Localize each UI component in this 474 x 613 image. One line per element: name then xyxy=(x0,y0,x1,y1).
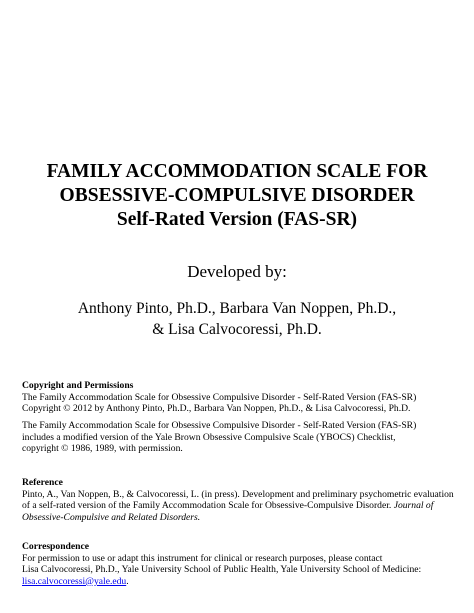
journal-name-start: Journal of xyxy=(393,500,434,512)
correspondence-heading: Correspondence xyxy=(22,541,89,552)
journal-name-end: Obsessive-Compulsive and Related Disorders. xyxy=(22,511,201,523)
copyright-section xyxy=(22,380,462,415)
correspondence-line-3 xyxy=(22,576,462,588)
correspondence-section xyxy=(22,541,462,587)
ybocs-permission-paragraph xyxy=(22,420,462,455)
authors-line-1: Anthony Pinto, Ph.D., Barbara Van Noppen, Ph.D., xyxy=(77,300,397,317)
title-line-3: Self-Rated Version (FAS-SR) xyxy=(116,209,358,230)
title-line-2: OBSESSIVE-COMPULSIVE DISORDER xyxy=(59,185,415,206)
reference-line-2-text: of a self-rated version of the Family Accommodation Scale for Obsessive-Compulsive Disorder. xyxy=(22,500,394,512)
reference-line-1: Pinto, A., Van Noppen, B., & Calvocoressi, L. (in press). Development and preliminary psychometric evaluation xyxy=(22,488,454,500)
reference-line-2 xyxy=(22,500,462,512)
ybocs-line-1: The Family Accommodation Scale for Obsessive Compulsive Disorder - Self-Rated Version (FAS-SR) xyxy=(22,420,417,431)
email-suffix: . xyxy=(126,575,129,587)
copyright-heading: Copyright and Permissions xyxy=(22,380,134,391)
correspondence-line-1: For permission to use or adapt this instrument for clinical or research purposes, please contact xyxy=(22,552,383,564)
copyright-line-2: Copyright © 2012 by Anthony Pinto, Ph.D., Barbara Van Noppen, Ph.D., & Lisa Calvocoressi, Ph.D. xyxy=(22,403,411,415)
reference-section xyxy=(22,477,462,523)
title-line-1: FAMILY ACCOMMODATION SCALE FOR xyxy=(46,161,428,182)
ybocs-line-3: copyright © 1986, 1989, with permission. xyxy=(22,443,183,455)
copyright-line-1: The Family Accommodation Scale for Obsessive Compulsive Disorder - Self-Rated Version (FAS-SR) xyxy=(22,391,417,403)
authors-line-2: & Lisa Calvocoressi, Ph.D. xyxy=(152,321,322,338)
developed-by-label: Developed by: xyxy=(187,262,287,281)
ybocs-line-2: includes a modified version of the Yale Brown Obsessive Compulsive Scale (YBOCS) Checklist, xyxy=(22,431,396,443)
document-title xyxy=(0,160,474,232)
correspondence-line-2: Lisa Calvocoressi, Ph.D., Yale University School of Public Health, Yale University School of Medicine: xyxy=(22,564,422,576)
reference-heading: Reference xyxy=(22,477,63,488)
authors-block xyxy=(0,298,474,340)
email-link[interactable]: lisa.calvocoressi@yale.edu xyxy=(22,575,127,587)
